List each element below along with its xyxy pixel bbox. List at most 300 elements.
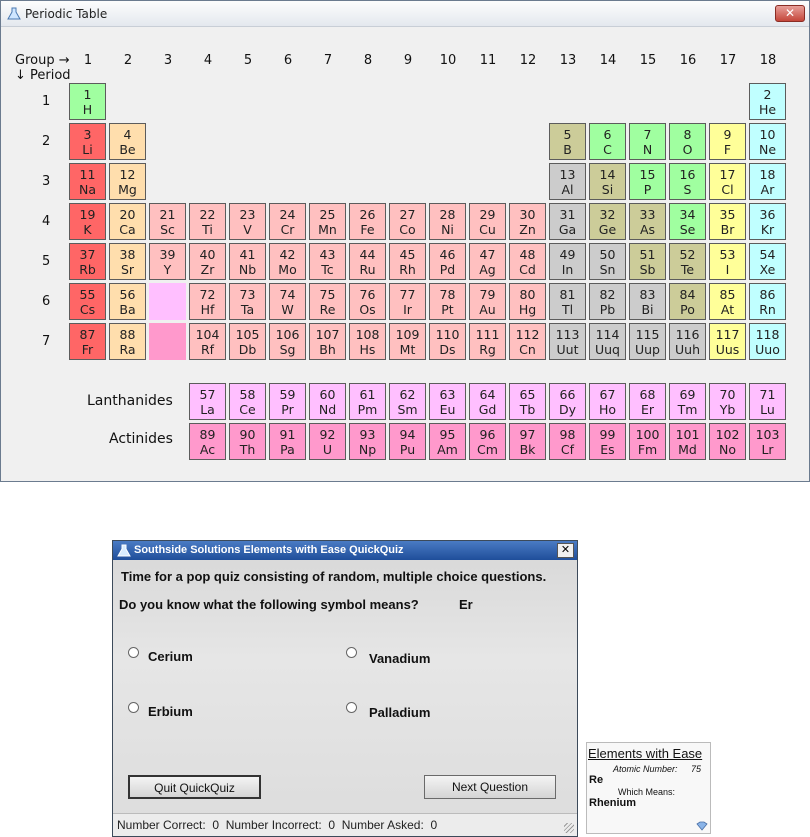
element-cell-te[interactable] [669,243,706,280]
element-symbol: Pm [357,402,378,417]
widget-symbol: Re [589,774,604,786]
atomic-number: 62 [399,387,416,402]
element-cell-lr[interactable] [749,423,786,460]
atomic-number: 101 [675,427,700,442]
atomic-number: 37 [79,247,96,262]
element-cell-hs[interactable] [349,323,386,360]
title-bar [1,1,809,27]
element-cell-bh[interactable] [309,323,346,360]
element-cell-os[interactable] [349,283,386,320]
atomic-number: 73 [239,287,256,302]
element-cell-cu[interactable] [469,203,506,240]
element-cell-ce[interactable] [229,383,266,420]
element-cell-ar[interactable] [749,163,786,200]
element-cell-rg[interactable] [469,323,506,360]
element-cell-xe[interactable] [749,243,786,280]
flask-icon [7,7,21,21]
atomic-number: 97 [519,427,536,442]
atomic-number: 93 [359,427,376,442]
atomic-number: 60 [319,387,336,402]
element-symbol: Sn [599,262,616,277]
option-label-2[interactable]: Vanadium [369,651,431,666]
element-cell-ac[interactable] [189,423,226,460]
element-symbol: Rf [200,342,215,357]
element-cell-as[interactable] [629,203,666,240]
quiz-symbol: Er [459,597,473,612]
element-symbol: H [82,102,93,117]
atomic-number: 75 [319,287,336,302]
element-cell-ti[interactable] [189,203,226,240]
element-info-widget [586,742,711,834]
atomic-number: 117 [715,327,740,342]
element-symbol: Uuh [675,342,700,357]
element-symbol: F [723,142,732,157]
group-label: 4 [203,53,213,68]
element-symbol: Ta [240,302,255,317]
element-symbol: Tm [677,402,698,417]
atomic-number: 12 [119,167,136,182]
element-cell-uus[interactable] [709,323,746,360]
atomic-number: 48 [519,247,536,262]
atomic-number: 22 [199,207,216,222]
atomic-number: 94 [399,427,416,442]
atomic-number: 5 [563,127,572,142]
element-symbol: Y [163,262,172,277]
element-cell-lu[interactable] [749,383,786,420]
element-cell-co[interactable] [389,203,426,240]
atomic-number: 29 [479,207,496,222]
element-cell-ni[interactable] [429,203,466,240]
element-symbol: Al [561,182,574,197]
element-cell-dy[interactable] [549,383,586,420]
group-label: 2 [123,53,133,68]
option-radio-1[interactable] [128,647,139,658]
atomic-number: 23 [239,207,256,222]
element-cell-uuq[interactable] [589,323,626,360]
element-cell-bk[interactable] [509,423,546,460]
gem-icon [696,821,708,831]
element-cell-mg[interactable] [109,163,146,200]
atomic-number: 64 [479,387,496,402]
element-cell-sg[interactable] [269,323,306,360]
element-symbol: Si [601,182,614,197]
option-radio-3[interactable] [128,702,139,713]
element-cell-u[interactable] [309,423,346,460]
element-symbol: Hg [518,302,537,317]
element-cell-mt[interactable] [389,323,426,360]
atomic-number: 87 [79,327,96,342]
quiz-window [112,540,578,837]
element-cell-ir[interactable] [389,283,426,320]
element-cell-th[interactable] [229,423,266,460]
element-cell-ho[interactable] [589,383,626,420]
element-cell-tc[interactable] [309,243,346,280]
series-placeholder-cell[interactable] [149,323,186,360]
element-cell-ne[interactable] [749,123,786,160]
element-cell-br[interactable] [709,203,746,240]
element-cell-mo[interactable] [269,243,306,280]
element-cell-ru[interactable] [349,243,386,280]
element-cell-sr[interactable] [109,243,146,280]
element-cell-tm[interactable] [669,383,706,420]
element-cell-h[interactable] [69,83,106,120]
element-cell-s[interactable] [669,163,706,200]
element-symbol: Gd [478,402,497,417]
element-cell-fe[interactable] [349,203,386,240]
group-label: 16 [679,53,697,68]
element-cell-er[interactable] [629,383,666,420]
element-cell-uuh[interactable] [669,323,706,360]
element-cell-pt[interactable] [429,283,466,320]
atomic-number: 7 [643,127,652,142]
element-cell-es[interactable] [589,423,626,460]
atomic-number: 65 [519,387,536,402]
close-button[interactable]: ✕ [775,5,805,22]
option-label-1[interactable]: Cerium [148,649,193,664]
element-cell-db[interactable] [229,323,266,360]
element-cell-sb[interactable] [629,243,666,280]
atomic-number: 104 [195,327,220,342]
atomic-number: 106 [275,327,300,342]
group-label: 11 [479,53,497,68]
element-cell-tb[interactable] [509,383,546,420]
element-symbol: Lr [761,442,774,457]
group-label: 17 [719,53,737,68]
element-symbol: Ru [359,262,376,277]
element-cell-au[interactable] [469,283,506,320]
element-symbol: Te [680,262,695,277]
quiz-intro: Time for a pop quiz consisting of random, multiple choice questions. [121,569,547,584]
element-cell-cr[interactable] [269,203,306,240]
element-cell-am[interactable] [429,423,466,460]
element-symbol: O [682,142,693,157]
element-cell-bi[interactable] [629,283,666,320]
atomic-number: 112 [515,327,540,342]
status-bar [113,813,577,836]
element-cell-y[interactable] [149,243,186,280]
period-label: 4 [42,214,51,229]
element-symbol: Ti [202,222,213,237]
atomic-number: 74 [279,287,296,302]
element-symbol: Uuo [755,342,780,357]
atomic-number: 50 [599,247,616,262]
atomic-number: 9 [723,127,732,142]
next-question-button[interactable]: Next Question [424,775,556,799]
atomic-number: 49 [559,247,576,262]
atomic-number: 113 [555,327,580,342]
element-symbol: Kr [760,222,775,237]
element-cell-li[interactable] [69,123,106,160]
element-cell-c[interactable] [589,123,626,160]
atomic-number: 66 [559,387,576,402]
group-label: 12 [519,53,537,68]
element-symbol: La [200,402,215,417]
element-cell-ta[interactable] [229,283,266,320]
element-cell-se[interactable] [669,203,706,240]
element-symbol: Cn [519,342,536,357]
element-symbol: Ds [439,342,456,357]
element-symbol: Er [640,402,655,417]
element-symbol: Uuq [594,342,620,357]
atomic-number: 77 [399,287,416,302]
element-cell-w[interactable] [269,283,306,320]
atomic-number: 40 [199,247,216,262]
element-symbol: Bi [641,302,654,317]
period-label: 5 [42,254,51,269]
element-symbol: Zr [200,262,215,277]
element-cell-fm[interactable] [629,423,666,460]
option-radio-4[interactable] [346,702,357,713]
element-cell-na[interactable] [69,163,106,200]
group-header: Group → [15,53,70,68]
element-cell-sn[interactable] [589,243,626,280]
element-cell-cd[interactable] [509,243,546,280]
element-symbol: Uus [715,342,740,357]
atomic-number: 70 [719,387,736,402]
element-cell-rf[interactable] [189,323,226,360]
element-cell-zn[interactable] [509,203,546,240]
atomic-number: 11 [79,167,96,182]
element-symbol: Ne [758,142,777,157]
element-cell-no[interactable] [709,423,746,460]
element-cell-sm[interactable] [389,383,426,420]
element-symbol: Ho [598,402,617,417]
element-cell-rb[interactable] [69,243,106,280]
element-cell-cl[interactable] [709,163,746,200]
element-symbol: Mt [399,342,416,357]
element-cell-pd[interactable] [429,243,466,280]
element-cell-tl[interactable] [549,283,586,320]
quiz-title: Southside Solutions Elements with Ease QuickQuiz [134,544,404,556]
element-cell-po[interactable] [669,283,706,320]
element-cell-cs[interactable] [69,283,106,320]
atomic-number: 13 [559,167,576,182]
group-label: 9 [403,53,413,68]
group-label: 6 [283,53,293,68]
atomic-number: 47 [479,247,496,262]
atomic-number: 68 [639,387,656,402]
atomic-number: 110 [435,327,460,342]
element-cell-uuo[interactable] [749,323,786,360]
element-cell-i[interactable] [709,243,746,280]
element-cell-ca[interactable] [109,203,146,240]
atomic-number: 76 [359,287,376,302]
option-radio-2[interactable] [346,647,357,658]
atomic-number: 90 [239,427,256,442]
atomic-number: 3 [83,127,92,142]
series-placeholder-cell[interactable] [149,283,186,320]
element-cell-nd[interactable] [309,383,346,420]
element-cell-rh[interactable] [389,243,426,280]
atomic-number: 55 [79,287,96,302]
element-cell-re[interactable] [309,283,346,320]
atomic-number: 84 [679,287,696,302]
element-cell-hg[interactable] [509,283,546,320]
element-symbol: Pr [281,402,294,417]
period-label: 2 [42,134,51,149]
element-cell-ge[interactable] [589,203,626,240]
element-cell-b[interactable] [549,123,586,160]
element-cell-ga[interactable] [549,203,586,240]
element-symbol: Au [479,302,496,317]
element-cell-in[interactable] [549,243,586,280]
element-cell-gd[interactable] [469,383,506,420]
element-cell-ds[interactable] [429,323,466,360]
element-symbol: Na [78,182,96,197]
atomic-number: 53 [719,247,736,262]
element-symbol: Fe [360,222,375,237]
element-symbol: Sg [279,342,296,357]
atomic-number: 31 [559,207,576,222]
element-symbol: Rn [759,302,776,317]
element-cell-f[interactable] [709,123,746,160]
group-label: 8 [363,53,373,68]
element-symbol: W [281,302,294,317]
atomic-number: 28 [439,207,456,222]
element-symbol: Co [399,222,416,237]
atomic-number: 36 [759,207,776,222]
lanthanides-label: Lanthanides [87,393,173,409]
element-symbol: Hf [200,302,215,317]
atomic-number: 80 [519,287,536,302]
element-symbol: Os [359,302,376,317]
element-symbol: Bk [519,442,536,457]
element-symbol: Pd [439,262,456,277]
group-label: 3 [163,53,173,68]
element-symbol: Se [679,222,696,237]
element-symbol: Sr [120,262,135,277]
element-cell-be[interactable] [109,123,146,160]
element-cell-cm[interactable] [469,423,506,460]
atomic-number: 19 [79,207,96,222]
element-cell-ba[interactable] [109,283,146,320]
element-cell-rn[interactable] [749,283,786,320]
element-cell-ra[interactable] [109,323,146,360]
element-cell-he[interactable] [749,83,786,120]
element-symbol: Th [239,442,256,457]
element-cell-pu[interactable] [389,423,426,460]
element-symbol: Mo [278,262,297,277]
element-cell-uut[interactable] [549,323,586,360]
element-cell-sc[interactable] [149,203,186,240]
element-symbol: Cd [519,262,536,277]
atomic-number: 103 [755,427,780,442]
element-cell-yb[interactable] [709,383,746,420]
element-cell-cf[interactable] [549,423,586,460]
element-symbol: Pt [441,302,454,317]
quit-quiz-button[interactable]: Quit QuickQuiz [128,775,261,799]
element-symbol: I [725,262,730,277]
group-label: 5 [243,53,253,68]
quiz-question: Do you know what the following symbol means? [119,597,419,612]
element-cell-mn[interactable] [309,203,346,240]
element-symbol: Nb [238,262,257,277]
element-cell-la[interactable] [189,383,226,420]
element-cell-hf[interactable] [189,283,226,320]
atomic-number: 85 [719,287,736,302]
element-symbol: Be [119,142,136,157]
atomic-number: 105 [235,327,260,342]
element-symbol: U [322,442,333,457]
element-cell-pm[interactable] [349,383,386,420]
atomic-number: 78 [439,287,456,302]
atomic-number-value: 75 [691,764,702,774]
element-symbol: N [642,142,653,157]
element-cell-v[interactable] [229,203,266,240]
element-cell-k[interactable] [69,203,106,240]
element-symbol: Mn [318,222,337,237]
element-symbol: Rh [399,262,416,277]
element-cell-zr[interactable] [189,243,226,280]
atomic-number: 20 [119,207,136,222]
atomic-number: 34 [679,207,696,222]
atomic-number: 14 [599,167,616,182]
element-symbol: Cf [560,442,575,457]
element-cell-cn[interactable] [509,323,546,360]
element-cell-o[interactable] [669,123,706,160]
atomic-number: 10 [759,127,776,142]
atomic-number: 18 [759,167,776,182]
atomic-number: 30 [519,207,536,222]
resize-grip-icon[interactable] [564,823,574,833]
element-cell-kr[interactable] [749,203,786,240]
element-cell-si[interactable] [589,163,626,200]
atomic-number: 109 [395,327,420,342]
period-label: 3 [42,174,51,189]
element-symbol: No [719,442,736,457]
atomic-number: 16 [679,167,696,182]
atomic-number: 98 [559,427,576,442]
option-label-3[interactable]: Erbium [148,704,193,719]
element-cell-pr[interactable] [269,383,306,420]
element-cell-nb[interactable] [229,243,266,280]
element-symbol: Eu [439,402,456,417]
element-symbol: Tb [519,402,536,417]
atomic-number: 116 [675,327,700,342]
element-cell-md[interactable] [669,423,706,460]
element-cell-uup[interactable] [629,323,666,360]
element-cell-np[interactable] [349,423,386,460]
atomic-number: 35 [719,207,736,222]
atomic-number: 2 [763,87,772,102]
element-cell-fr[interactable] [69,323,106,360]
atomic-number: 102 [715,427,740,442]
element-cell-ag[interactable] [469,243,506,280]
element-symbol: Pb [599,302,616,317]
group-label: 10 [439,53,457,68]
element-symbol: Li [82,142,93,157]
element-symbol: V [243,222,252,237]
element-cell-pa[interactable] [269,423,306,460]
atomic-number: 21 [159,207,176,222]
element-cell-at[interactable] [709,283,746,320]
element-symbol: Sb [639,262,656,277]
atomic-number: 57 [199,387,216,402]
quiz-close-button[interactable]: ✕ [557,543,574,558]
element-symbol: He [758,102,777,117]
element-cell-eu[interactable] [429,383,466,420]
group-label: 15 [639,53,657,68]
option-label-4[interactable]: Palladium [369,705,431,720]
element-cell-al[interactable] [549,163,586,200]
element-cell-pb[interactable] [589,283,626,320]
atomic-number: 41 [239,247,256,262]
atomic-number: 52 [679,247,696,262]
element-cell-n[interactable] [629,123,666,160]
element-cell-p[interactable] [629,163,666,200]
atomic-number: 100 [635,427,660,442]
element-symbol: Sm [397,402,418,417]
